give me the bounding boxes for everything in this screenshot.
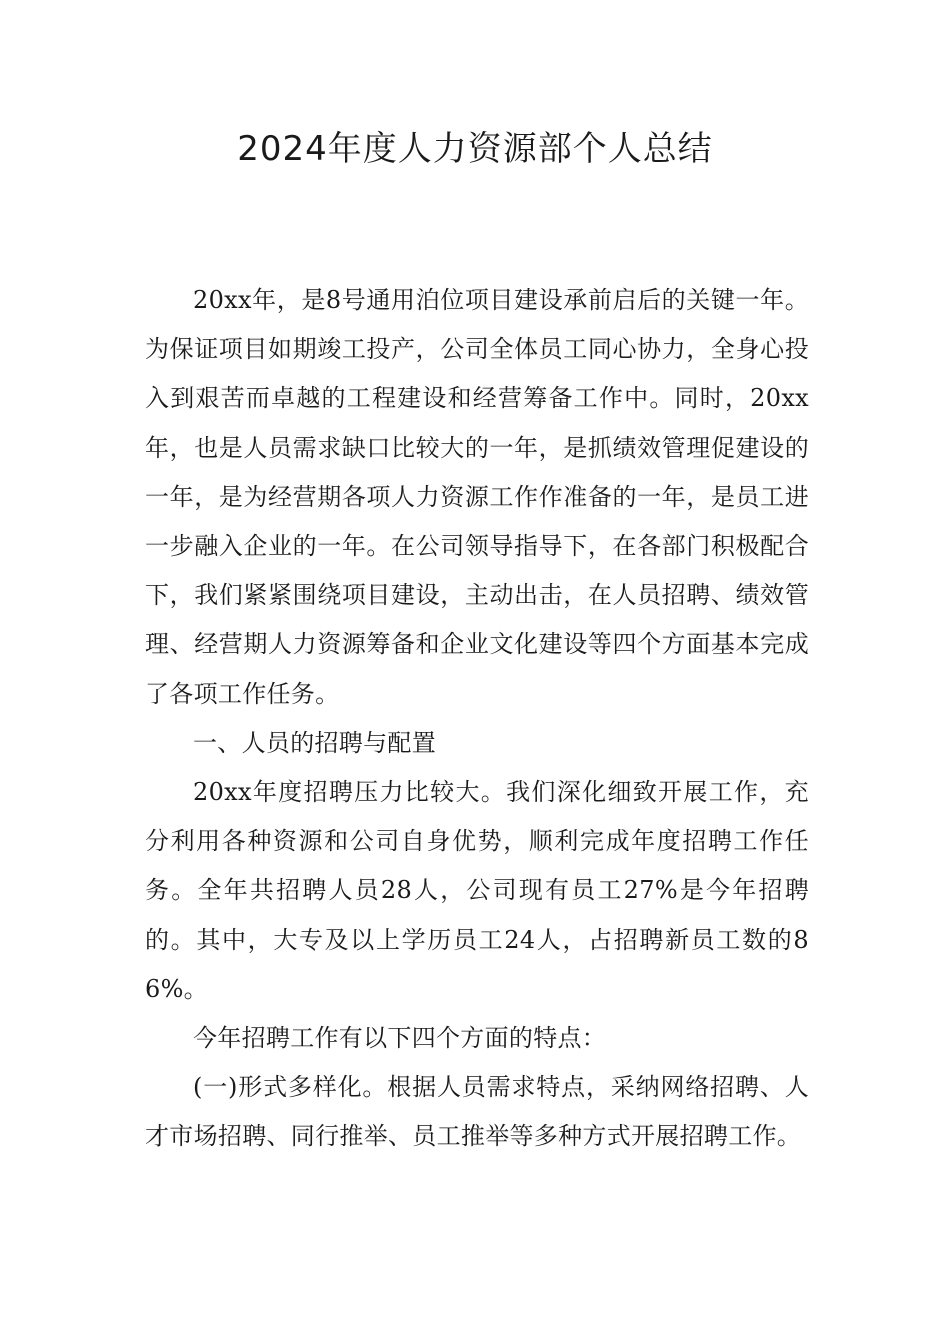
paragraph-feature-1: (一)形式多样化。根据人员需求特点，采纳网络招聘、人才市场招聘、同行推举、员工推举等多种方式开展招聘工作。 bbox=[145, 1073, 809, 1151]
paragraph-recruitment: 20xx年度招聘压力比较大。我们深化细致开展工作，充分利用各种资源和公司自身优势，顺利完成年度招聘工作任务。全年共招聘人员28人，公司现有员工27%是今年招聘的。其中，大专及以上学历员工24人，占招聘新员工数的86%。 bbox=[145, 778, 809, 1003]
paragraph-features-intro: 今年招聘工作有以下四个方面的特点： bbox=[193, 1024, 607, 1053]
section-heading-recruitment: 一、人员的招聘与配置 bbox=[193, 728, 436, 757]
document-body bbox=[145, 276, 809, 1162]
paragraph-intro: 20xx年，是8号通用泊位项目建设承前启后的关键一年。为保证项目如期竣工投产，公司全体员工同心协力，全身心投入到艰苦而卓越的工程建设和经营筹备工作中。同时，20xx年，也是人员需求缺口比较大的一年，是抓绩效管理促建设的一年，是为经营期各项人力资源工作作准备的一年，是员工进一步融入企业的一年。在公司领导指导下，在各部门积极配合下，我们紧紧围绕项目建设，主动出击，在人员招聘、绩效管理、经营期人力资源筹备和企业文化建设等四个方面基本完成了各项工作任务。 bbox=[145, 286, 809, 708]
document-title: 2024年度人力资源部个人总结 bbox=[237, 129, 713, 169]
